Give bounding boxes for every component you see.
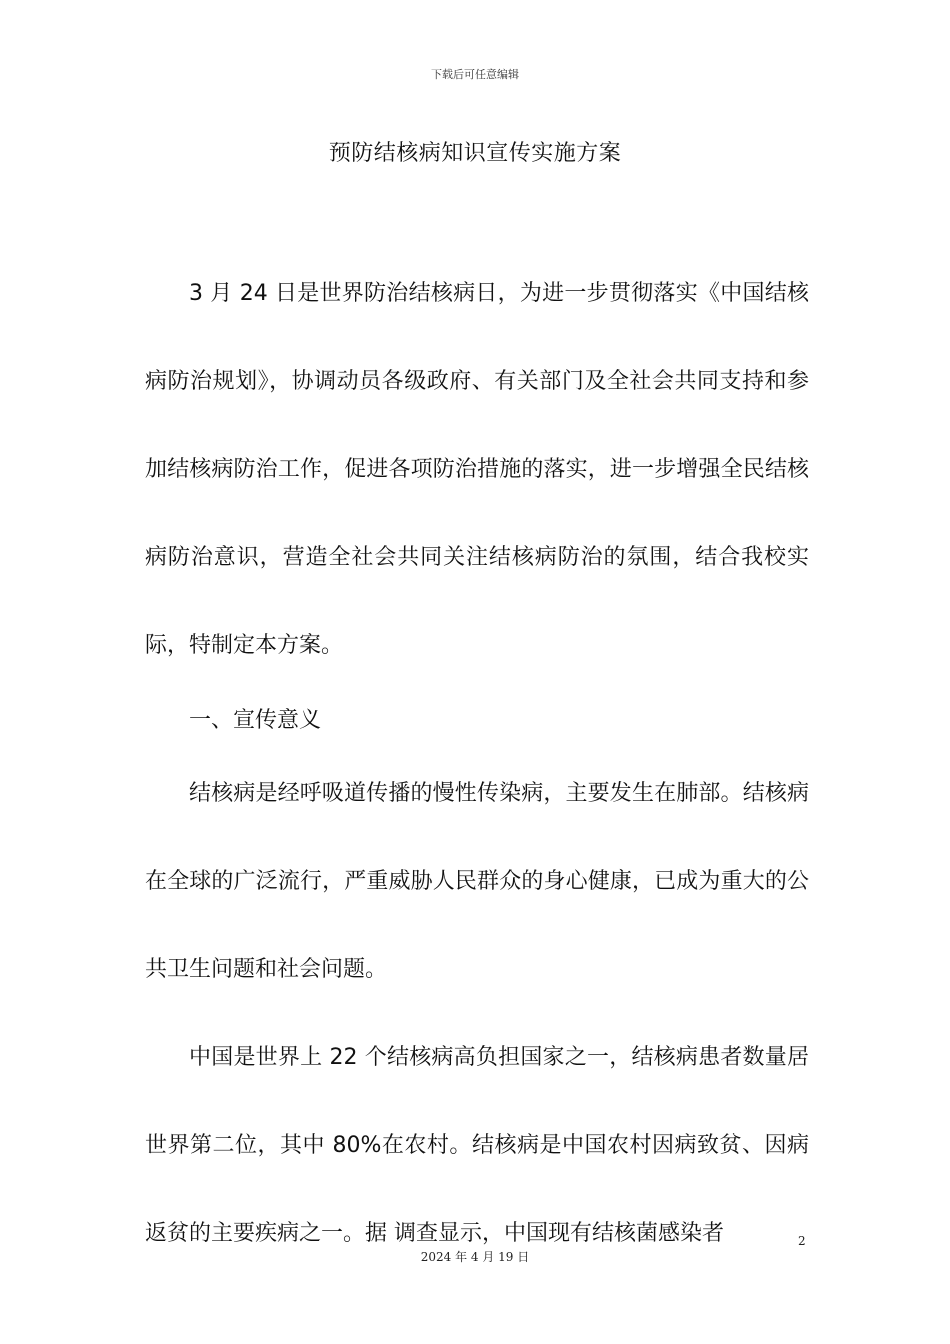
section-heading-1: 一、宣传意义 bbox=[189, 708, 322, 733]
document-body bbox=[145, 250, 809, 1278]
footer-date: 2024 年 4 月 19 日 bbox=[420, 1250, 530, 1264]
header-note: 下载后可任意编辑 bbox=[431, 68, 519, 81]
paragraph-significance: 结核病是经呼吸道传播的慢性传染病，主要发生在肺部。结核病在全球的广泛流行，严重威胁人民群众的身心健康，已成为重大的公共卫生问题和社会问题。 bbox=[145, 781, 809, 982]
paragraph-china-burden: 中国是世界上 22 个结核病高负担国家之一，结核病患者数量居世界第二位，其中 80%在农村。结核病是中国农村因病致贫、因病返贫的主要疾病之一。据 调查显示，中国现有结核菌感染者 bbox=[145, 1045, 809, 1246]
page-number: 2 bbox=[798, 1234, 806, 1248]
paragraph-intro: 3 月 24 日是世界防治结核病日，为进一步贯彻落实《中国结核病防治规划》，协调动员各级政府、有关部门及全社会共同支持和参加结核病防治工作，促进各项防治措施的落实，进一步增强全民结核病防治意识，营造全社会共同关注结核病防治的氛围，结合我校实际，特制定本方案。 bbox=[145, 281, 809, 658]
document-title: 预防结核病知识宣传实施方案 bbox=[328, 141, 622, 166]
